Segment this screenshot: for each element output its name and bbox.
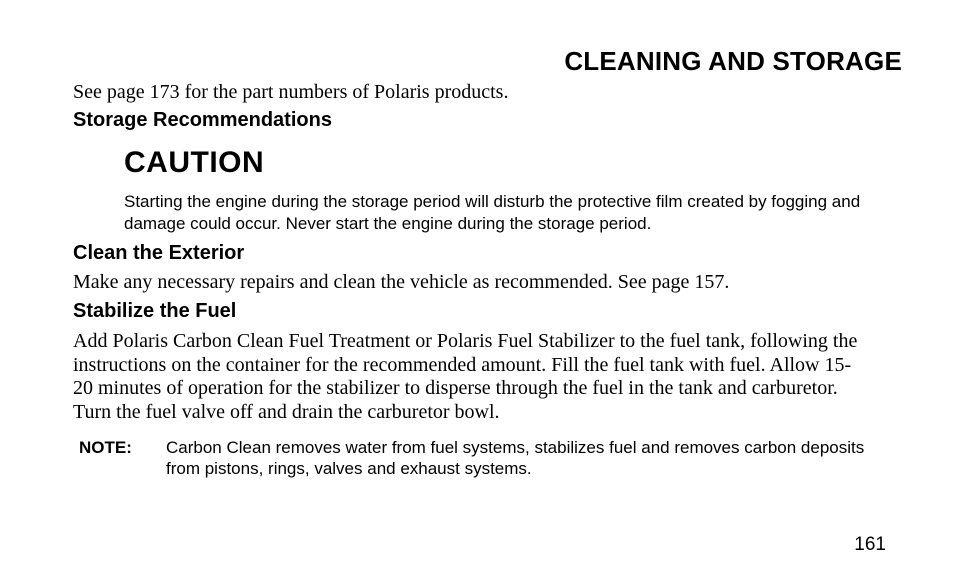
clean-exterior-text: Make any necessary repairs and clean the vehicle as recommended. See page 157. xyxy=(73,271,730,293)
page-number: 161 xyxy=(854,534,886,555)
stabilize-fuel-heading: Stabilize the Fuel xyxy=(73,300,237,322)
note-block xyxy=(79,437,879,479)
clean-exterior-heading: Clean the Exterior xyxy=(73,242,245,264)
caution-text: Starting the engine during the storage period will disturb the protective film created by fogging and damage could occur. Never start the engine during the storage period. xyxy=(124,192,861,233)
note-label: NOTE: xyxy=(79,438,132,457)
intro-text: See page 173 for the part numbers of Polaris products. xyxy=(73,81,509,103)
section-title: CLEANING AND STORAGE xyxy=(564,46,902,76)
note-text: Carbon Clean removes water from fuel systems, stabilizes fuel and removes carbon deposits from pistons, rings, valves and exhaust systems. xyxy=(166,438,865,478)
stabilize-fuel-text: Add Polaris Carbon Clean Fuel Treatment or Polaris Fuel Stabilizer to the fuel tank, following the instructions on the container for the recommended amount. Fill the fuel tank with fuel. Allow 15-20 minutes of operation for the stabilizer to disperse through the fuel in the tank and carburetor. Turn the fuel valve off and drain the carburetor bowl. xyxy=(73,330,858,423)
caution-title: CAUTION xyxy=(124,146,265,179)
storage-recommendations-heading: Storage Recommendations xyxy=(73,109,332,131)
